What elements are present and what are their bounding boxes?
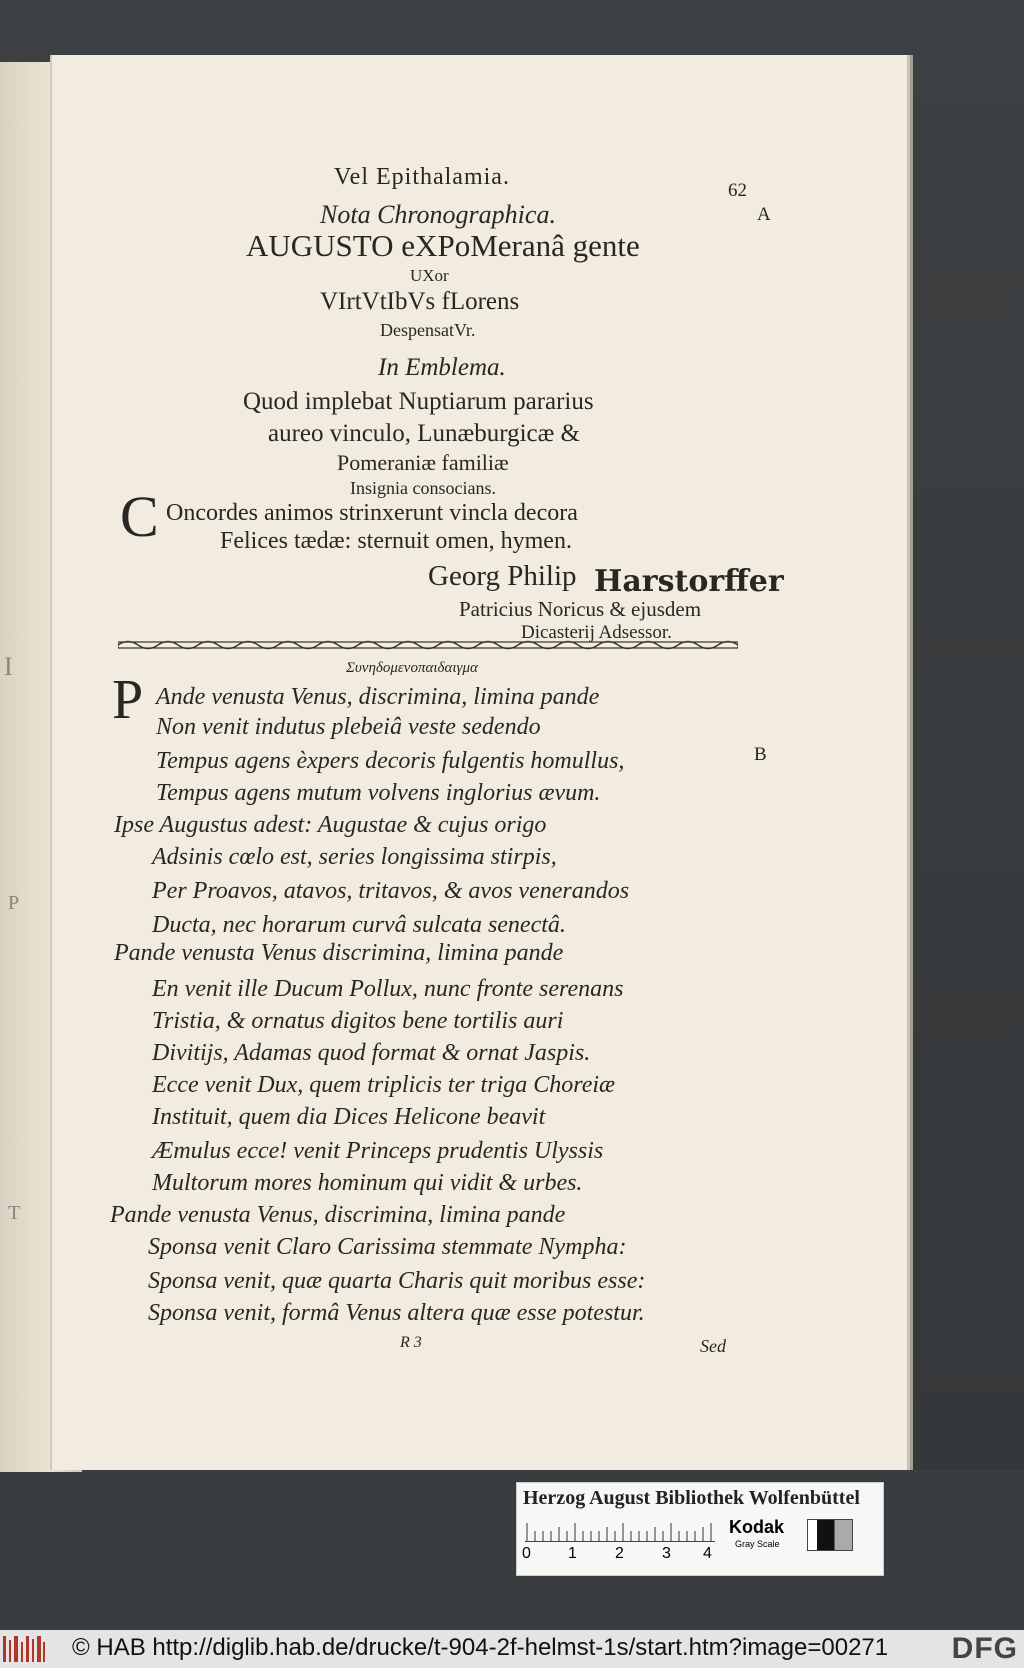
poem-line: Ducta, nec horarum curvâ sulcata senectâ. [152,912,566,938]
catchword: Sed [700,1336,726,1356]
poem-line: Tristia, & ornatus digitos bene tortilis auri [152,1008,564,1034]
poem-line: Ecce venit Dux, quem triplicis ter triga Choreiæ [152,1072,616,1098]
poem-line: Multorum mores hominum qui vidit & urbes. [152,1170,583,1196]
poem-line: Pande venusta Venus discrimina, limina pande [114,940,564,966]
author-name: Georg Philip [428,560,577,592]
emblem-line: Pomeraniæ familiæ [337,450,509,475]
ruler-number: 4 [703,1545,712,1562]
gray-scale-text: Gray Scale [735,1539,780,1549]
margin-letter-a: A [757,204,771,225]
footer-source-link[interactable]: © HAB http://diglib.hab.de/drucke/t-904-2f-helmst-1s/start.htm?image=00271 [72,1634,889,1661]
poem-line: Divitijs, Adamas quod format & ornat Jaspis. [152,1040,591,1066]
dfg-logo: DFG [951,1632,1018,1665]
poem-line: Tempus agens mutum volvens inglorius ævum. [156,780,601,806]
ornamental-rule [118,638,738,652]
gray-patch [807,1519,853,1551]
poem-line: Sponsa venit Claro Carissima stemmate Nympha: [148,1234,627,1260]
poem-line: Instituit, quem dia Dices Helicone beavit [152,1104,546,1130]
kodak-grayscale [727,1517,875,1557]
ruler-number: 2 [615,1545,624,1562]
kodak-logo: Kodak [729,1517,785,1537]
emblem-heading: In Emblema. [378,354,506,381]
drop-cap: C [120,484,159,549]
chronogram-heading: Nota Chronographica. [320,200,556,229]
poem-line: Sponsa venit, formâ Venus altera quæ esse potestur. [148,1300,645,1326]
drop-cap: P [112,669,144,731]
poem-line: Ande venusta Venus, discrimina, limina pande [156,684,600,710]
greek-title: Συνηδομενοπαιδαιγμα [346,660,478,676]
chronogram-line: UXor [410,266,449,285]
ruler-number: 3 [662,1545,671,1562]
author-surname: Harstorffer [594,564,784,599]
signature-mark: R 3 [400,1334,422,1351]
margin-letter-b: B [754,744,767,765]
poem-line: Tempus agens èxpers decoris fulgentis homullus, [156,748,625,774]
chronogram-line: VIrtVtIbVs fLorens [320,288,520,315]
poem-line: En venit ille Ducum Pollux, nunc fronte serenans [152,976,624,1002]
left-page-fragment: T [8,1202,21,1224]
poem-line: Non venit indutus plebeiâ veste sedendo [156,714,541,740]
poem-line: Æmulus ecce! venit Princeps prudentis Ulyssis [152,1138,604,1164]
poem-line: Ipse Augustus adest: Augustae & cujus origo [114,812,547,838]
emblem-line: aureo vinculo, Lunæburgicæ & [268,420,580,447]
chronogram-line: DespensatVr. [380,320,476,340]
emblem-line: Insignia consocians. [350,478,496,498]
poem-line: Per Proavos, atavos, tritavos, & avos venerandos [152,878,630,904]
verse-line: Oncordes animos strinxerunt vincla decora [166,500,578,526]
ruler-number: 1 [568,1545,577,1562]
poem-line: Pande venusta Venus, discrimina, limina pande [110,1202,566,1228]
poem-line: Adsinis cœlo est, series longissima stirpis, [152,844,557,870]
poem-line: Sponsa venit, quæ quarta Charis quit moribus esse: [148,1268,646,1294]
author-title: Patricius Noricus & ejusdem [459,597,702,621]
running-head: Vel Epithalamia. [334,164,510,190]
ruler-number: 0 [522,1545,531,1562]
emblem-line: Quod implebat Nuptiarum pararius [243,388,594,415]
page-number: 62 [728,180,747,201]
verse-line: Felices tædæ: sternuit omen, hymen. [220,528,572,554]
archive-label [516,1482,884,1576]
hab-barcode-icon [2,1634,46,1664]
chronogram-line: AUGUSTO eXPoMeranâ gente [246,228,640,263]
footer-bar [0,1630,1024,1668]
left-page-fragment: I [4,652,13,681]
left-page-fragment: P [8,892,20,914]
library-name: Herzog August Bibliothek Wolfenbüttel [523,1487,860,1509]
scale-ruler [525,1519,715,1542]
author-title: Dicasterij Adsessor. [521,622,672,643]
